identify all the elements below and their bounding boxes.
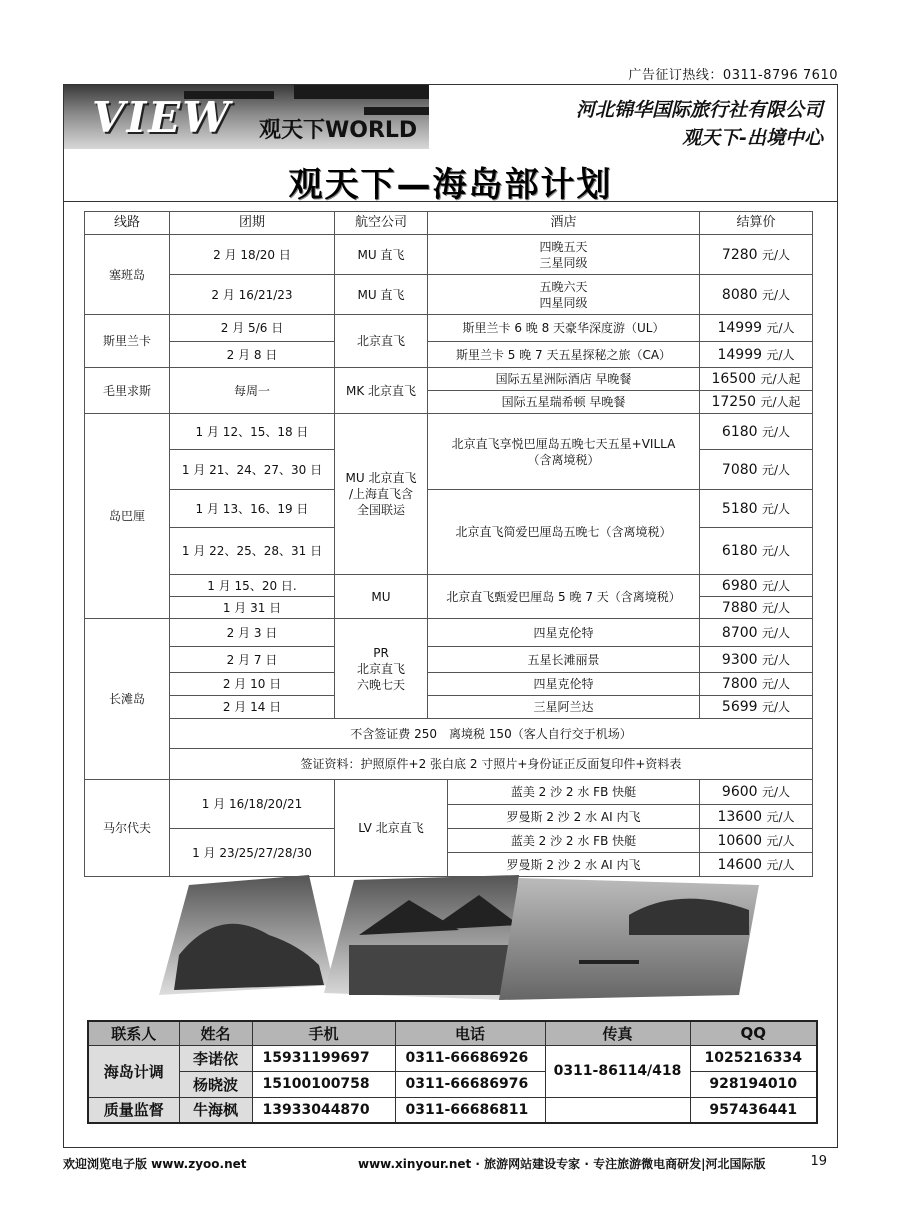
route-cell: 马尔代夫: [85, 780, 170, 877]
price-cell: 14999 元/人: [700, 342, 813, 368]
table-row: [85, 696, 813, 719]
mobile-cell: 15100100758: [252, 1071, 395, 1097]
date-cell: 每周一: [170, 368, 335, 414]
table-row: [88, 1045, 817, 1071]
col-price: 结算价: [700, 212, 813, 235]
logo-view-text: VIEW: [92, 93, 232, 142]
table-row: [85, 619, 813, 647]
airline-cell: MU 北京直飞 /上海直飞含 全国联运: [335, 414, 428, 575]
tour-table: [84, 211, 813, 877]
footer-left: 欢迎浏览电子版 www.zyoo.net: [63, 1157, 247, 1171]
airline-cell: LV 北京直飞: [335, 780, 448, 877]
hotel-cell: 国际五星瑞希顿 早晚餐: [428, 391, 700, 414]
table-row: [85, 673, 813, 696]
hotel-cell: 四星克伦特: [428, 619, 700, 647]
col-hotel: 酒店: [428, 212, 700, 235]
date-cell: 1 月 23/25/27/28/30: [170, 829, 335, 877]
price-cell: 9300 元/人: [700, 647, 813, 673]
hotel-cell: 蓝美 2 沙 2 水 FB 快艇: [448, 780, 700, 805]
page-frame: [63, 84, 838, 1148]
col-phone: 电话: [395, 1021, 545, 1045]
agency-name: 河北锦华国际旅行社有限公司: [575, 99, 823, 121]
date-cell: 1 月 16/18/20/21: [170, 780, 335, 829]
phone-cell: 0311-66686811: [395, 1097, 545, 1123]
contact-header-row: [88, 1021, 817, 1045]
price-cell: 14999 元/人: [700, 315, 813, 342]
date-cell: 2 月 7 日: [170, 647, 335, 673]
price-cell: 16500 元/人起: [700, 368, 813, 391]
hotel-cell: 蓝美 2 沙 2 水 FB 快艇: [448, 829, 700, 853]
hotel-cell: 北京直飞甄爱巴厘岛 5 晚 7 天（含离境税）: [428, 575, 700, 619]
date-cell: 2 月 10 日: [170, 673, 335, 696]
price-cell: 8700 元/人: [700, 619, 813, 647]
table-header-row: [85, 212, 813, 235]
qq-cell: 957436441: [690, 1097, 817, 1123]
col-mobile: 手机: [252, 1021, 395, 1045]
fax-cell: 0311-86114/418: [545, 1045, 690, 1097]
photo-beach: [499, 878, 759, 1000]
hotel-cell: 斯里兰卡 6 晚 8 天豪华深度游（UL）: [428, 315, 700, 342]
airline-cell: 北京直飞: [335, 315, 428, 368]
table-row: [85, 414, 813, 450]
qq-cell: 928194010: [690, 1071, 817, 1097]
price-cell: 14600 元/人: [700, 853, 813, 877]
price-cell: 10600 元/人: [700, 829, 813, 853]
date-cell: 1 月 12、15、18 日: [170, 414, 335, 450]
route-cell: 塞班岛: [85, 235, 170, 315]
airline-cell: MK 北京直飞: [335, 368, 428, 414]
price-cell: 7080 元/人: [700, 450, 813, 490]
date-cell: 1 月 15、20 日.: [170, 575, 335, 597]
date-cell: 1 月 22、25、28、31 日: [170, 528, 335, 575]
divider: [64, 201, 837, 202]
page-number: 19: [810, 1154, 827, 1169]
ad-hotline: 广告征订热线：0311-8796 7610: [628, 68, 838, 83]
table-row: [85, 647, 813, 673]
table-row: [85, 829, 813, 853]
contact-table: [87, 1020, 818, 1124]
table-row: [85, 490, 813, 528]
hotel-cell: 四星克伦特: [428, 673, 700, 696]
date-cell: 2 月 14 日: [170, 696, 335, 719]
date-cell: 2 月 8 日: [170, 342, 335, 368]
header-banner: [64, 85, 837, 149]
col-name: 姓名: [179, 1021, 252, 1045]
price-cell: 6180 元/人: [700, 414, 813, 450]
price-cell: 5699 元/人: [700, 696, 813, 719]
logo-world-text: 观天下WORLD: [259, 118, 418, 143]
qq-cell: 1025216334: [690, 1045, 817, 1071]
hotel-cell: 罗曼斯 2 沙 2 水 AI 内飞: [448, 853, 700, 877]
table-row: [85, 749, 813, 780]
airline-cell: MU 直飞: [335, 275, 428, 315]
route-cell: 岛巴厘: [85, 414, 170, 619]
fee-note: 不含签证费 250 离境税 150（客人自行交于机场）: [170, 719, 813, 749]
footer-right: www.xinyour.net · 旅游网站建设专家 · 专注旅游微电商研发|河北国际版: [358, 1157, 766, 1171]
table-row: [85, 342, 813, 368]
table-row: [88, 1097, 817, 1123]
table-row: [85, 575, 813, 597]
airline-cell: MU 直飞: [335, 235, 428, 275]
route-cell: 斯里兰卡: [85, 315, 170, 368]
name-cell: 杨晓波: [179, 1071, 252, 1097]
island-photo-collage: [159, 875, 759, 1005]
mobile-cell: 13933044870: [252, 1097, 395, 1123]
price-cell: 7880 元/人: [700, 597, 813, 619]
table-row: [85, 368, 813, 391]
col-dates: 团期: [170, 212, 335, 235]
date-cell: 1 月 21、24、27、30 日: [170, 450, 335, 490]
mobile-cell: 15931199697: [252, 1045, 395, 1071]
col-contact: 联系人: [88, 1021, 179, 1045]
hotel-cell: 五星长滩丽景: [428, 647, 700, 673]
phone-cell: 0311-66686976: [395, 1071, 545, 1097]
date-cell: 2 月 18/20 日: [170, 235, 335, 275]
page-title: 观天下—海岛部计划: [288, 165, 613, 205]
price-cell: 5180 元/人: [700, 490, 813, 528]
group-cell: 质量监督: [88, 1097, 179, 1123]
col-qq: QQ: [690, 1021, 817, 1045]
price-cell: 13600 元/人: [700, 805, 813, 829]
name-cell: 李诺依: [179, 1045, 252, 1071]
table-row: [88, 1071, 817, 1097]
airline-cell: MU: [335, 575, 428, 619]
col-airline: 航空公司: [335, 212, 428, 235]
name-cell: 牛海枫: [179, 1097, 252, 1123]
price-cell: 8080 元/人: [700, 275, 813, 315]
hotel-cell: 北京直飞享悦巴厘岛五晚七天五星+VILLA （含离境税）: [428, 414, 700, 490]
col-route: 线路: [85, 212, 170, 235]
visa-note: 签证资料：护照原件+2 张白底 2 寸照片+身份证正反面复印件+资料表: [170, 749, 813, 780]
route-cell: 长滩岛: [85, 619, 170, 780]
price-cell: 6180 元/人: [700, 528, 813, 575]
hotel-cell: 五晚六天 四星同级: [428, 275, 700, 315]
hotel-cell: 斯里兰卡 5 晚 7 天五星探秘之旅（CA）: [428, 342, 700, 368]
price-cell: 6980 元/人: [700, 575, 813, 597]
table-row: [85, 719, 813, 749]
price-cell: 17250 元/人起: [700, 391, 813, 414]
airline-cell: PR 北京直飞 六晚七天: [335, 619, 428, 719]
price-cell: 7280 元/人: [700, 235, 813, 275]
date-cell: 1 月 13、16、19 日: [170, 490, 335, 528]
group-cell: 海岛计调: [88, 1045, 179, 1097]
hotel-cell: 罗曼斯 2 沙 2 水 AI 内飞: [448, 805, 700, 829]
price-cell: 7800 元/人: [700, 673, 813, 696]
table-row: [85, 780, 813, 805]
date-cell: 2 月 16/21/23: [170, 275, 335, 315]
date-cell: 1 月 31 日: [170, 597, 335, 619]
hotel-cell: 国际五星洲际酒店 早晚餐: [428, 368, 700, 391]
col-fax: 传真: [545, 1021, 690, 1045]
fax-cell-empty: [545, 1097, 690, 1123]
route-cell: 毛里求斯: [85, 368, 170, 414]
agency-subtitle: 观天下-出境中心: [682, 127, 823, 149]
phone-cell: 0311-66686926: [395, 1045, 545, 1071]
hotel-cell: 三星阿兰达: [428, 696, 700, 719]
brand-logo: [64, 85, 429, 149]
price-cell: 9600 元/人: [700, 780, 813, 805]
table-row: [85, 275, 813, 315]
date-cell: 2 月 3 日: [170, 619, 335, 647]
hotel-cell: 四晚五天 三星同级: [428, 235, 700, 275]
table-row: [85, 235, 813, 275]
hotel-cell: 北京直飞简爱巴厘岛五晚七（含离境税）: [428, 490, 700, 575]
table-row: [85, 315, 813, 342]
date-cell: 2 月 5/6 日: [170, 315, 335, 342]
